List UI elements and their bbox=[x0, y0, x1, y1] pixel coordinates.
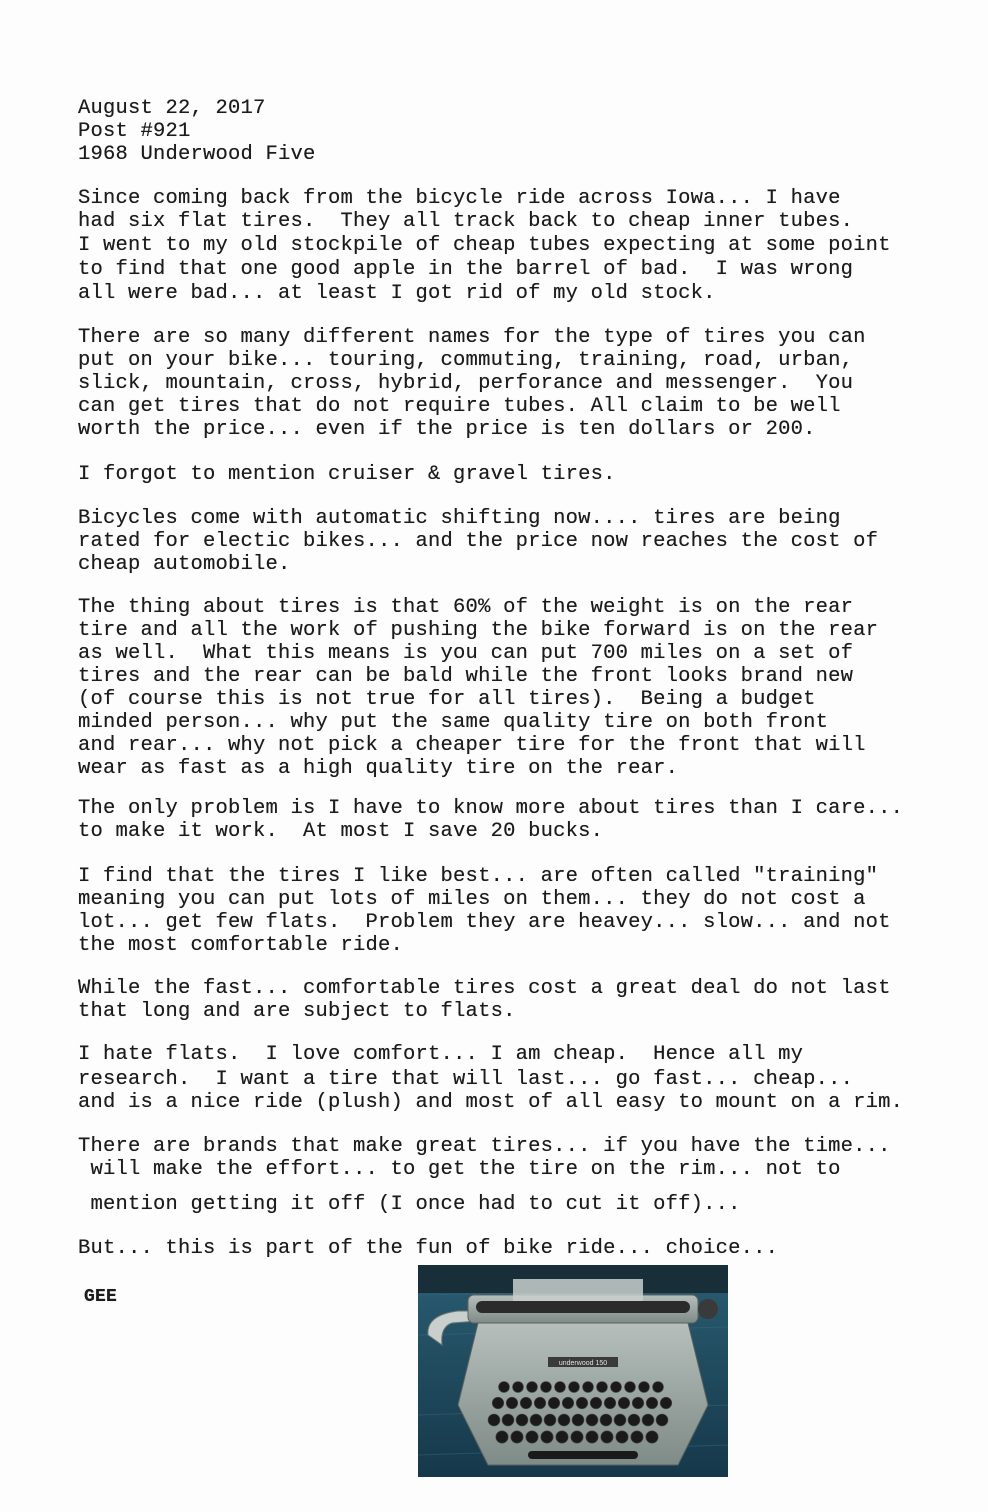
paragraph-line: I forgot to mention cruiser & gravel tires. bbox=[78, 463, 616, 486]
paragraph-line: There are brands that make great tires... if you have the time... bbox=[78, 1135, 891, 1158]
paragraph-line: research. I want a tire that will last... go fast... cheap... bbox=[78, 1068, 854, 1091]
paragraph-line: put on your bike... touring, commuting, training, road, urban, bbox=[78, 349, 854, 372]
paragraph-line: I hate flats. I love comfort... I am cheap. Hence all my bbox=[78, 1043, 804, 1066]
signature: GEE bbox=[84, 1287, 118, 1307]
paragraph-line: all were bad... at least I got rid of my old stock. bbox=[78, 282, 716, 305]
paragraph-line: cheap automobile. bbox=[78, 553, 291, 576]
paragraph-line: to find that one good apple in the barrel of bad. I was wrong bbox=[78, 258, 854, 281]
paragraph-line: and is a nice ride (plush) and most of all easy to mount on a rim. bbox=[78, 1091, 904, 1114]
paragraph-line: I went to my old stockpile of cheap tubes expecting at some point bbox=[78, 234, 891, 257]
brand-label: underwood 150 bbox=[558, 1360, 608, 1367]
paragraph-line: Bicycles come with automatic shifting now.... tires are being bbox=[78, 507, 841, 530]
paragraph-line: and rear... why not pick a cheaper tire for the front that will bbox=[78, 734, 866, 757]
paragraph-line: The thing about tires is that 60% of the weight is on the rear bbox=[78, 596, 854, 619]
paragraph-line: While the fast... comfortable tires cost a great deal do not last bbox=[78, 977, 891, 1000]
paragraph-line: (of course this is not true for all tires). Being a budget bbox=[78, 688, 816, 711]
paragraph-line: lot... get few flats. Problem they are heavey... slow... and not bbox=[78, 911, 891, 934]
paragraph-line: But... this is part of the fun of bike ride... choice... bbox=[78, 1237, 779, 1260]
paragraph-line: that long and are subject to flats. bbox=[78, 1000, 516, 1023]
paragraph-line: I find that the tires I like best... are often called "training" bbox=[78, 865, 879, 888]
paragraph-line: The only problem is I have to know more about tires than I care... bbox=[78, 797, 904, 820]
paragraph-line: tire and all the work of pushing the bike forward is on the rear bbox=[78, 619, 879, 642]
paragraph-line: wear as fast as a high quality tire on the rear. bbox=[78, 757, 679, 780]
typewriter-photo bbox=[418, 1265, 728, 1477]
paragraph-line: worth the price... even if the price is ten dollars or 200. bbox=[78, 418, 816, 441]
paragraph-line: had six flat tires. They all track back to cheap inner tubes. bbox=[78, 210, 854, 233]
post-number: Post #921 bbox=[78, 120, 191, 143]
paragraph-line: tires and the rear can be bald while the front looks brand new bbox=[78, 665, 854, 688]
paragraph-line: rated for electic bikes... and the price now reaches the cost of bbox=[78, 530, 879, 553]
typewriter-model: 1968 Underwood Five bbox=[78, 143, 316, 166]
paragraph-line: as well. What this means is you can put 700 miles on a set of bbox=[78, 642, 854, 665]
paragraph-line: can get tires that do not require tubes. All claim to be well bbox=[78, 395, 841, 418]
letter-date: August 22, 2017 bbox=[78, 97, 266, 120]
paragraph-line: There are so many different names for the type of tires you can bbox=[78, 326, 866, 349]
paragraph-line: will make the effort... to get the tire on the rim... not to bbox=[78, 1158, 841, 1181]
paragraph-line: to make it work. At most I save 20 bucks. bbox=[78, 820, 604, 843]
typewriter-illustration bbox=[418, 1265, 728, 1477]
paragraph-line: the most comfortable ride. bbox=[78, 934, 404, 957]
paragraph-line: minded person... why put the same quality tire on both front bbox=[78, 711, 829, 734]
paragraph-line: slick, mountain, cross, hybrid, perforance and messenger. You bbox=[78, 372, 854, 395]
paragraph-line: meaning you can put lots of miles on them... they do not cost a bbox=[78, 888, 866, 911]
paragraph-line: Since coming back from the bicycle ride across Iowa... I have bbox=[78, 187, 841, 210]
paragraph-line: mention getting it off (I once had to cut it off)... bbox=[78, 1193, 741, 1216]
